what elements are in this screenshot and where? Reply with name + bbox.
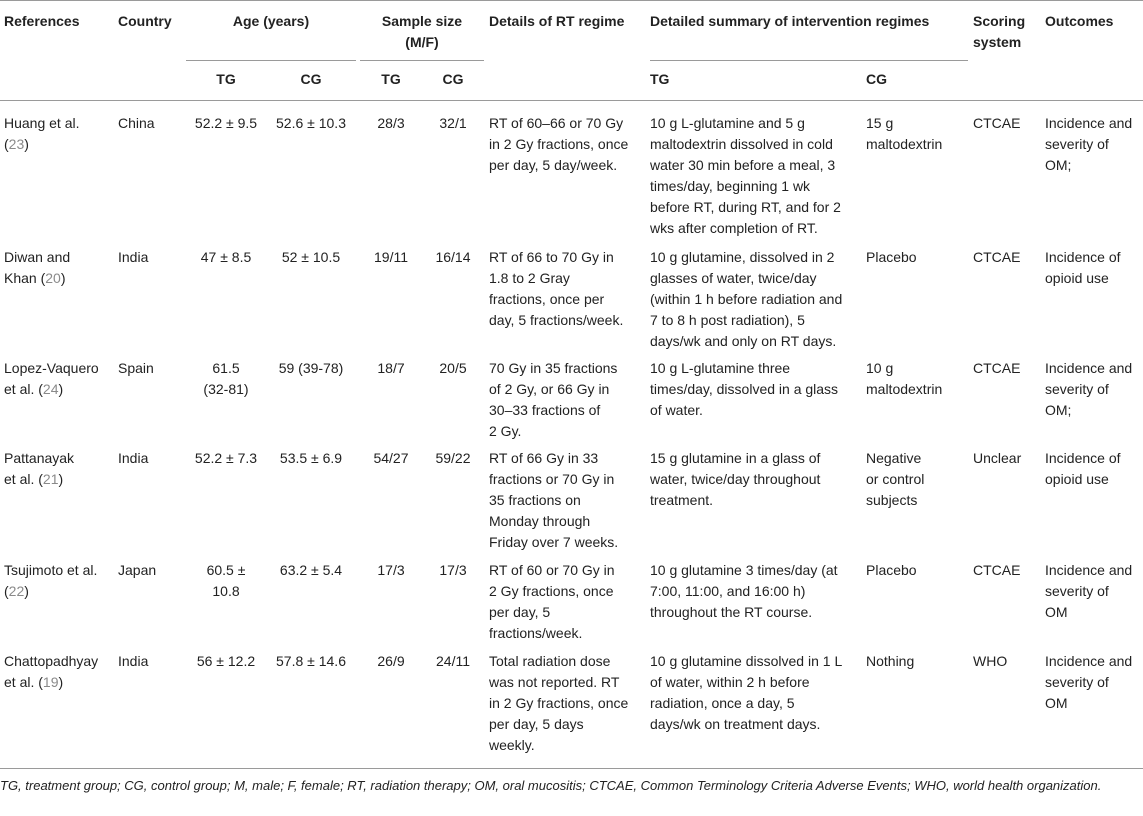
rt-regime-line: fractions, once per [489, 291, 605, 307]
intervention-tg-line: of water. [650, 402, 703, 418]
intervention-tg-line: times/day, dissolved in a glass [650, 381, 839, 397]
rt-regime-line: Monday through [489, 513, 591, 529]
rt-regime-line: RT of 66 Gy in 33 [489, 450, 599, 466]
intervention-cg-line: Placebo [866, 562, 917, 578]
reference-line: et al. (21) [4, 471, 64, 487]
rt-regime-line: weekly. [489, 737, 535, 753]
intervention-tg-line: radiation, once a day, 5 [650, 695, 795, 711]
country-cell: Japan [118, 562, 157, 578]
intervention-cg-line: 15 g [866, 115, 894, 131]
subheader-size-tg: TG [381, 71, 401, 87]
reference-text: Chattopadhyay [4, 653, 99, 669]
outcomes-line: Incidence of [1045, 450, 1121, 466]
intervention-cg-line: or control [866, 471, 925, 487]
size-cg-cell: 17/3 [439, 562, 467, 578]
country-cell: India [118, 653, 149, 669]
rt-regime-line: of 2 Gy, or 66 Gy in [489, 381, 610, 397]
age-tg-line: 52.2 ± 9.5 [194, 115, 258, 131]
reference-line [4, 358, 112, 379]
table-top-rule [0, 0, 1143, 1]
size-tg-cell: 18/7 [377, 360, 405, 376]
scoring-cell: CTCAE [973, 249, 1021, 265]
intervention-tg-line: maltodextrin dissolved in cold [650, 136, 833, 152]
rt-regime-line: 35 fractions on [489, 492, 581, 508]
reference-number-link[interactable]: 23 [8, 136, 25, 152]
intervention-tg-line: 10 g glutamine dissolved in 1 L [650, 653, 843, 669]
intervention-tg-line: 7 to 8 h post radiation), 5 [650, 312, 805, 328]
subheader-size-cg: CG [442, 71, 464, 87]
rt-regime-line: was not reported. RT [489, 674, 620, 690]
intervention-cg-line: 10 g [866, 360, 894, 376]
intervention-cg-line: maltodextrin [866, 136, 943, 152]
country-cell: India [118, 450, 149, 466]
intervention-tg-line: 10 g L-glutamine three [650, 360, 791, 376]
scoring-cell: WHO [973, 653, 1008, 669]
outcomes-line: severity of [1045, 136, 1109, 152]
header-scoring-sub: system [973, 34, 1022, 50]
outcomes-line: Incidence and [1045, 562, 1133, 578]
rt-regime-line: per day, 5 [489, 604, 551, 620]
reference-line: Khan (20) [4, 270, 66, 286]
header-bottom-rule [0, 100, 1143, 101]
intervention-tg-line: days/wk and only on RT days. [650, 333, 837, 349]
rt-regime-line: RT of 60 or 70 Gy in [489, 562, 615, 578]
rt-regime-line: 70 Gy in 35 fractions [489, 360, 618, 376]
size-cg-cell: 24/11 [436, 653, 470, 669]
header-intervention: Detailed summary of intervention regimes [650, 13, 930, 29]
subheader-age-tg: TG [216, 71, 236, 87]
age-cg-line: 52 ± 10.5 [281, 249, 341, 265]
age-cg-line: 52.6 ± 10.3 [276, 115, 346, 131]
outcomes-line: OM [1045, 604, 1068, 620]
rt-regime-line: RT of 66 to 70 Gy in [489, 249, 614, 265]
intervention-tg-line: glasses of water, twice/day [650, 270, 817, 286]
header-references: References [4, 13, 80, 29]
intervention-cg-line: Negative [866, 450, 922, 466]
rt-regime-line: in 2 Gy fractions, once [489, 695, 629, 711]
outcomes-line: Incidence and [1045, 360, 1133, 376]
reference-number-link[interactable]: 22 [8, 583, 25, 599]
scoring-cell: CTCAE [973, 562, 1021, 578]
reference-number-link[interactable]: 19 [42, 674, 59, 690]
rt-regime-line: fractions or 70 Gy in [489, 471, 615, 487]
reference-line [4, 560, 112, 581]
rt-regime-line: fractions/week. [489, 625, 583, 641]
outcomes-line: opioid use [1045, 270, 1109, 286]
intervention-tg-line: (within 1 h before radiation and [650, 291, 843, 307]
reference-text: Pattanayak [4, 450, 75, 466]
age-tg-line: 60.5 ± [206, 562, 246, 578]
intervention-tg-line: times/day, beginning 1 wk [650, 178, 811, 194]
outcomes-line: OM [1045, 695, 1068, 711]
intervention-tg-line: 7:00, 11:00, and 16:00 h) [650, 583, 806, 599]
reference-text: Tsujimoto et al. [4, 562, 98, 578]
outcomes-line: Incidence of [1045, 249, 1121, 265]
size-tg-cell: 28/3 [377, 115, 405, 131]
size-tg-cell: 54/27 [373, 450, 409, 466]
reference-line: (22) [4, 583, 29, 599]
size-cg-cell: 59/22 [435, 450, 471, 466]
header-sample-size: Sample size [381, 13, 463, 29]
intervention-tg-line: 15 g glutamine in a glass of [650, 450, 821, 466]
subheader-age-cg: CG [300, 71, 322, 87]
reference-line [4, 448, 112, 469]
reference-text: et al. [4, 381, 35, 397]
reference-text: Khan [4, 270, 37, 286]
header-country: Country [118, 13, 172, 29]
intervention-tg-line: water 30 min before a meal, 3 [650, 157, 836, 173]
intervention-tg-line: days/wk on treatment days. [650, 716, 821, 732]
intervention-cg-line: Nothing [866, 653, 915, 669]
rt-regime-line: 2 Gy. [489, 423, 522, 439]
intervention-tg-line: throughout the RT course. [650, 604, 813, 620]
rt-regime-line: per day, 5 day/week. [489, 157, 618, 173]
outcomes-line: severity of [1045, 674, 1109, 690]
subheader-int-cg: CG [866, 71, 887, 87]
scoring-cell: CTCAE [973, 115, 1021, 131]
header-age: Age (years) [232, 13, 310, 29]
scoring-cell: CTCAE [973, 360, 1021, 376]
reference-text: Diwan and [4, 249, 71, 265]
intervention-tg-line: 10 g glutamine, dissolved in 2 [650, 249, 835, 265]
age-tg-line: 61.5 [212, 360, 240, 376]
rt-regime-line: Total radiation dose [489, 653, 611, 669]
rt-regime-line: in 2 Gy fractions, once [489, 136, 629, 152]
intervention-cg-line: subjects [866, 492, 918, 508]
outcomes-line: Incidence and [1045, 115, 1133, 131]
intervention-cg-line: maltodextrin [866, 381, 943, 397]
size-tg-cell: 19/11 [374, 249, 408, 265]
outcomes-line: severity of [1045, 381, 1109, 397]
reference-line: et al. (19) [4, 674, 64, 690]
outcomes-line: OM; [1045, 402, 1072, 418]
country-cell: China [118, 115, 155, 131]
reference-number-link[interactable]: 20 [45, 270, 61, 286]
size-cg-cell: 20/5 [439, 360, 467, 376]
age-cg-line: 59 (39-78) [278, 360, 344, 376]
age-tg-line: 47 ± 8.5 [200, 249, 252, 265]
intervention-tg-line: water, twice/day throughout [650, 471, 821, 487]
table-footnote: TG, treatment group; CG, control group; M, male; F, female; RT, radiation therapy; OM, oral mucositis; CTCAE, Common Terminology Criteria Adverse Events; WHO, world health organization. [0, 778, 1102, 793]
age-cg-line: 63.2 ± 5.4 [279, 562, 343, 578]
reference-text: et al. [4, 471, 35, 487]
rt-regime-line: 30–33 fractions of [489, 402, 601, 418]
age-tg-line: 10.8 [212, 583, 240, 599]
outcomes-line: Incidence and [1045, 653, 1133, 669]
size-tg-cell: 26/9 [377, 653, 405, 669]
rt-regime-line: 1.8 to 2 Gray [489, 270, 570, 286]
intervention-tg-line: before RT, during RT, and for 2 [650, 199, 841, 215]
header-sample-size-sub: (M/F) [405, 34, 439, 50]
subheader-int-tg: TG [650, 71, 670, 87]
intervention-tg-line: of water, within 2 h before [650, 674, 810, 690]
intervention-subrule [650, 60, 968, 61]
reference-text: et al. [4, 674, 35, 690]
rt-regime-line: Friday over 7 weeks. [489, 534, 619, 550]
reference-text: Huang et al. [4, 115, 80, 131]
reference-line: (23) [4, 136, 29, 152]
size-cg-cell: 16/14 [435, 249, 471, 265]
reference-number-link[interactable]: 21 [42, 471, 59, 487]
reference-line [4, 651, 112, 672]
country-cell: India [118, 249, 149, 265]
size-cg-cell: 32/1 [439, 115, 467, 131]
age-subrule [186, 60, 356, 61]
outcomes-line: severity of [1045, 583, 1109, 599]
intervention-tg-line: wks after completion of RT. [650, 220, 818, 236]
intervention-tg-line: 10 g glutamine 3 times/day (at [650, 562, 838, 578]
intervention-tg-line: 10 g L-glutamine and 5 g [650, 115, 805, 131]
reference-line [4, 113, 112, 134]
size-tg-cell: 17/3 [377, 562, 405, 578]
country-cell: Spain [118, 360, 154, 376]
outcomes-line: opioid use [1045, 471, 1109, 487]
age-tg-line: 56 ± 12.2 [196, 653, 256, 669]
age-tg-line: (32-81) [203, 381, 249, 397]
age-cg-line: 53.5 ± 6.9 [279, 450, 343, 466]
scoring-cell: Unclear [973, 450, 1022, 466]
reference-number-link[interactable]: 24 [42, 381, 59, 397]
reference-line: et al. (24) [4, 381, 64, 397]
rt-regime-line: RT of 60–66 or 70 Gy [489, 115, 624, 131]
outcomes-line: OM; [1045, 157, 1072, 173]
rt-regime-line: day, 5 fractions/week. [489, 312, 624, 328]
rt-regime-line: per day, 5 days [489, 716, 584, 732]
reference-text: Lopez-Vaquero [4, 360, 99, 376]
header-outcomes: Outcomes [1045, 13, 1114, 29]
header-rt-regime: Details of RT regime [489, 13, 625, 29]
age-tg-line: 52.2 ± 7.3 [194, 450, 258, 466]
intervention-cg-line: Placebo [866, 249, 917, 265]
intervention-tg-line: treatment. [650, 492, 714, 508]
age-cg-line: 57.8 ± 14.6 [276, 653, 346, 669]
reference-line [4, 247, 112, 268]
size-subrule [360, 60, 484, 61]
header-scoring: Scoring [973, 13, 1026, 29]
table-bottom-rule [0, 768, 1143, 769]
rt-regime-line: 2 Gy fractions, once [489, 583, 614, 599]
